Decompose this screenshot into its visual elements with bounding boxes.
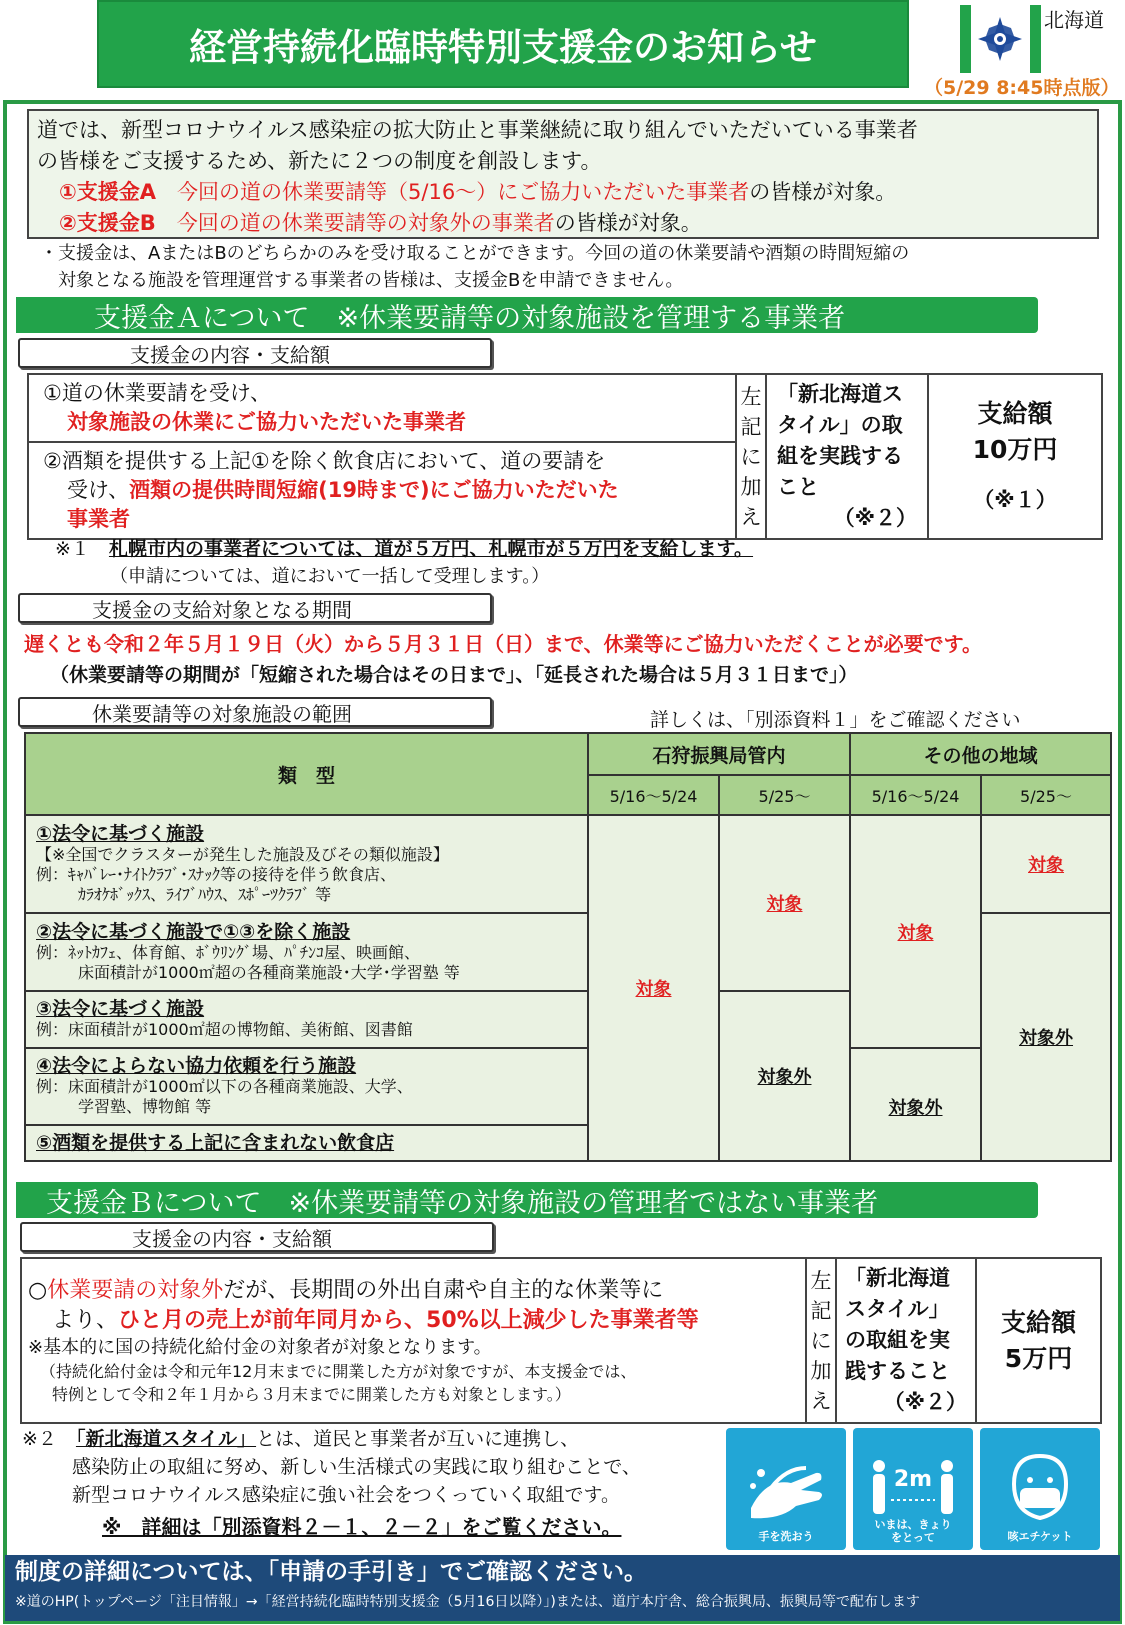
support-b-l1-tail: だが、長期間の外出自粛や自主的な休業等に: [223, 1277, 664, 1303]
support-a-row2: [28, 442, 736, 539]
support-b-tail: の皆様が対象。: [554, 211, 702, 235]
support-a-row1-line2: 対象施設の休業にご協力いただいた事業者: [67, 410, 466, 434]
facility-row-title: ①法令に基づく施設: [36, 822, 205, 845]
facility-row-title: ②法令に基づく施設で①③を除く施設: [36, 920, 351, 943]
period-header: 5/25～: [719, 775, 850, 815]
support-b-red: 今回の道の休業要請等の対象外の事業者: [176, 211, 555, 235]
status-ishikari-p2-lower: 対象外: [719, 991, 850, 1161]
support-b-style-ref: （※２）: [883, 1390, 967, 1414]
support-a-label: ①支援金A: [59, 180, 157, 204]
support-b-left-note: 左記に加え: [806, 1258, 836, 1423]
support-a-amount-ref: （※１）: [973, 487, 1057, 512]
status-ishikari-p1: 対象: [588, 815, 719, 1161]
page-title: [97, 0, 909, 88]
note2-quote: 「新北海道スタイル」: [75, 1428, 257, 1450]
support-a-row2-line1: ②酒類を提供する上記①を除く飲食店において、道の要請を: [43, 449, 606, 473]
support-b-amount-label: 支給額: [1000, 1307, 1076, 1337]
support-b-l3: ※基本的に国の持続化給付金の対象者が対象となります。: [28, 1336, 492, 1358]
intro-note-line2: 対象となる施設を管理運営する事業者の皆様は、支援金Bを申請できません。: [58, 270, 684, 291]
facility-row-1: [25, 815, 588, 913]
support-a-row1: [28, 374, 736, 442]
facility-row-title: ④法令によらない協力依頼を行う施設: [36, 1055, 357, 1077]
footer-line1: 制度の詳細については、「申請の手引き」でご確認ください。: [15, 1559, 648, 1585]
note2-l1: とは、道民と事業者が互いに連携し、: [256, 1428, 580, 1450]
status-other-p2-lower: 対象外: [981, 913, 1111, 1161]
pictogram-label: 咳エチケット: [1007, 1530, 1073, 1543]
note2-l3: 新型コロナウイルス感染症に強い社会をつくっていく取組です。: [72, 1484, 620, 1506]
pictogram-label: 手を洗おう: [758, 1530, 814, 1543]
facility-row-line: 例：ﾈｯﾄｶﾌｪ、体育館、ﾎﾞｳﾘﾝｸﾞ場、ﾊﾟﾁﾝｺ屋、映画館、: [36, 942, 421, 962]
support-a-amount: 10万円: [972, 434, 1058, 464]
scope-label: 休業要請等の対象施設の範囲: [18, 697, 492, 727]
period-label: 支援金の支給対象となる期間: [18, 593, 492, 623]
facility-row-2: [25, 913, 588, 991]
facility-row-line: 例：ｷｬﾊﾞﾚｰ･ﾅｲﾄｸﾗﾌﾞ･ｽﾅｯｸ等の接待を伴う飲食店、: [36, 864, 397, 884]
facility-row-line: 例：床面積計が1000㎡以下の各種商業施設、大学、: [36, 1077, 413, 1096]
handwash-icon: [741, 1458, 831, 1528]
section-b-heading: 支援金Ｂについて ※休業要請等の対象施設の管理者ではない事業者: [16, 1182, 1038, 1218]
support-a-red: 今回の道の休業要請等（5/16～）にご協力いただいた事業者: [177, 180, 750, 204]
support-a-row1-line1: ①道の休業要請を受け、: [43, 381, 271, 405]
support-b-l4: （持続化給付金は令和元年12月末までに開業した方が対象ですが、本支援金では、: [40, 1361, 637, 1381]
support-a-note1-text: 札幌市内の事業者については、道が５万円、札幌市が５万円を支給します。: [108, 538, 754, 560]
support-a-style-ref: （※２）: [833, 506, 917, 530]
intro-box: [27, 109, 1099, 239]
pictogram-cough: [980, 1428, 1100, 1550]
support-b-l5: 特例として令和２年１月から３月末までに開業した方も対象とします。）: [52, 1384, 571, 1404]
status-other-p2-upper: 対象: [981, 815, 1111, 913]
status-other-p1-upper: 対象: [850, 815, 981, 1048]
period-black-text: （休業要請等の期間が「短縮された場合はその日まで」、「延長された場合は５月３１日まで」）: [50, 664, 858, 686]
support-a-note1-mark: ※１: [55, 538, 90, 560]
support-b-table: [20, 1257, 1102, 1424]
support-a-tail: の皆様が対象。: [749, 180, 897, 204]
support-a-note2: （申請については、道において一括して受理します。）: [110, 566, 550, 587]
section-a-heading: 支援金Ａについて ※休業要請等の対象施設を管理する事業者: [16, 297, 1038, 333]
details-ref: 詳しくは、「別添資料１」をご確認ください: [650, 709, 1021, 731]
support-a-row2-line3: 事業者: [67, 507, 130, 531]
facility-type-header: 類 型: [25, 733, 588, 815]
footer: [5, 1555, 1120, 1621]
note2-mark: ※２: [22, 1428, 57, 1450]
support-b-style-cell: [836, 1258, 976, 1423]
support-b-label: ②支援金B: [59, 211, 156, 235]
support-b-amount: 5万円: [1004, 1343, 1073, 1373]
facility-row-line: ｶﾗｵｹﾎﾞｯｸｽ、ﾗｲﾌﾞﾊｳｽ、ｽﾎﾟｰﾂｸﾗﾌﾞ 等: [78, 884, 332, 904]
facility-row-title: ③法令に基づく施設: [36, 998, 205, 1020]
page-title-text: 経営持続化臨時特別支援金のお知らせ: [189, 26, 817, 69]
support-a-note1: [55, 535, 753, 563]
facility-row-5: [25, 1125, 588, 1161]
status-other-p1-lower: 対象外: [850, 1048, 981, 1161]
intro-note: [40, 240, 1110, 294]
support-a-row2-head: 受け、: [67, 478, 130, 502]
footer-line2: ※道のHP(トップページ「注目情報」→「経営持続化臨時特別支援金（5月16日以降）」)または、道庁本庁舎、総合振興局、振興局等で配布します: [15, 1594, 920, 1610]
note2-detail: ※ 詳細は「別添資料２－１、２－２」をご覧ください。: [102, 1515, 622, 1539]
support-b-l2-head: より、: [52, 1307, 119, 1333]
distance-badge: 2m: [893, 1467, 933, 1492]
region-other-header: その他の地域: [850, 733, 1111, 775]
pictogram-distance: [853, 1428, 973, 1550]
support-b-style-text: 「新北海道スタイル」の取組を実践すること: [845, 1266, 950, 1383]
cough-etiquette-icon: [1000, 1452, 1080, 1528]
section-b-content-label: 支援金の内容・支給額: [20, 1222, 494, 1252]
support-b-mark: ○: [28, 1277, 48, 1303]
facility-table: [24, 732, 1112, 1162]
support-a-amount-cell: [928, 374, 1102, 539]
prefecture-name: 北海道: [1044, 8, 1104, 32]
note2-l2: 感染防止の取組に努め、新しい生活様式の実践に取り組むことで、: [72, 1456, 641, 1478]
support-b-l2-red: ひと月の売上が前年同月から、50%以上減少した事業者等: [118, 1307, 699, 1333]
facility-row-line: 【※全国でクラスターが発生した施設及びその類似施設】: [36, 844, 449, 864]
intro-support-a: [37, 177, 1089, 208]
status-ishikari-p2-upper: 対象: [719, 815, 850, 991]
intro-note-line1: ・支援金は、AまたはBのどちらかのみを受け取ることができます。今回の道の休業要請や酒類の時間短縮の: [40, 243, 910, 264]
support-a-style-cell: [766, 374, 928, 539]
facility-row-title: ⑤酒類を提供する上記に含まれない飲食店: [36, 1131, 395, 1154]
section-a-content-label: 支援金の内容・支給額: [18, 338, 492, 368]
intro-line1: 道では、新型コロナウイルス感染症の拡大防止と事業継続に取り組んでいただいている事業者: [37, 118, 918, 142]
support-b-content: [21, 1258, 806, 1423]
facility-row-4: [25, 1048, 588, 1125]
support-a-row2-red: 酒類の提供時間短縮(19時まで)にご協力いただいた: [129, 478, 619, 502]
support-a-table: [27, 373, 1103, 540]
support-a-amount-label: 支給額: [977, 398, 1053, 428]
version-label: （5/29 8:45時点版）: [924, 77, 1120, 99]
period-red-text: 遅くとも令和２年５月１９日（火）から５月３１日（日）まで、休業等にご協力いただくことが必要です。: [24, 632, 982, 656]
pictogram-label: いまは、きょりをとって: [874, 1518, 952, 1544]
social-distance-icon: [863, 1456, 963, 1518]
note2-line1: [22, 1425, 722, 1453]
period-header: 5/16～5/24: [850, 775, 981, 815]
intro-support-b: [37, 208, 1089, 239]
facility-row-line: 学習塾、博物館 等: [78, 1097, 212, 1116]
note2-box: [22, 1425, 722, 1550]
support-a-left-note: 左記に加え: [736, 374, 766, 539]
support-b-l1-red: 休業要請の対象外: [47, 1277, 224, 1303]
period-header: 5/16～5/24: [588, 775, 719, 815]
facility-row-line: 例：床面積計が1000㎡超の博物館、美術館、図書館: [36, 1020, 413, 1039]
support-a-style-text: 「新北海道スタイル」の取組を実践すること: [777, 382, 903, 499]
facility-row-line: 床面積計が1000㎡超の各種商業施設･大学･学習塾 等: [78, 962, 460, 982]
facility-row-3: [25, 991, 588, 1048]
hokkaido-flag-icon: [960, 5, 1041, 73]
pictogram-handwash: [726, 1428, 846, 1550]
region-ishikari-header: 石狩振興局管内: [588, 733, 850, 775]
period-header: 5/25～: [981, 775, 1111, 815]
intro-line2: の皆様をご支援するため、新たに２つの制度を創設します。: [37, 149, 602, 173]
support-b-amount-cell: [976, 1258, 1101, 1423]
